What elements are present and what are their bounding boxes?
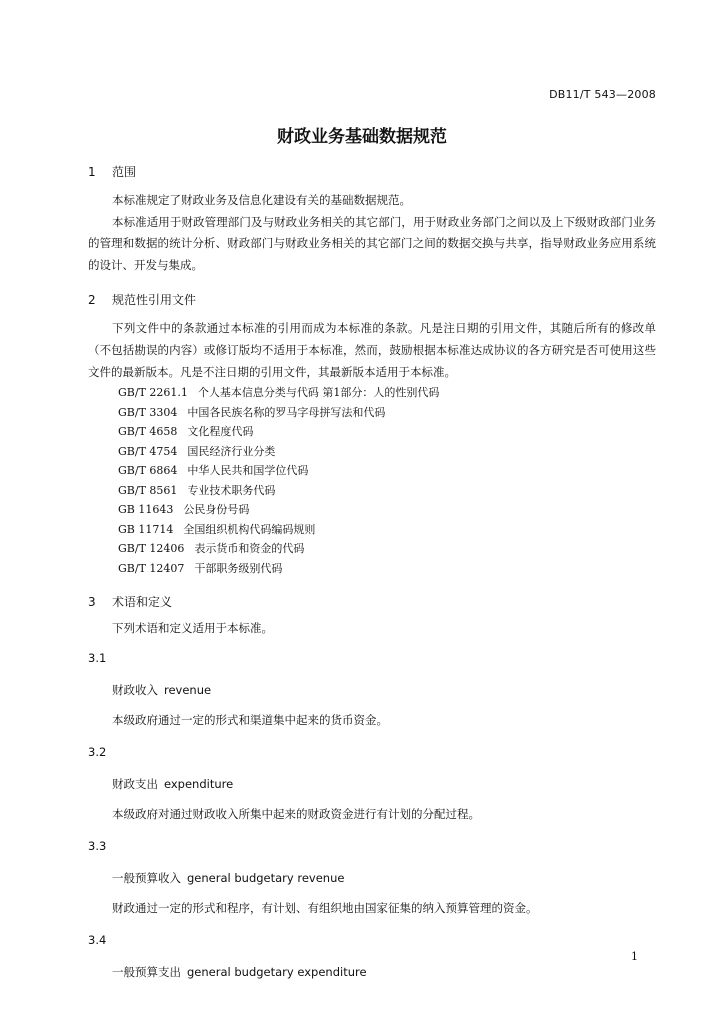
reference-item	[88, 539, 656, 559]
clause-number: 3.2	[88, 745, 107, 760]
term-entry	[88, 742, 656, 824]
reference-item	[88, 520, 656, 540]
reference-name: 干部职务级别代码	[194, 561, 283, 575]
reference-item	[88, 559, 656, 579]
terms-intro: 下列术语和定义适用于本标准。	[112, 621, 273, 636]
reference-name: 国民经济行业分类	[187, 444, 276, 458]
clause-number: 3.1	[88, 651, 107, 666]
reference-code: GB/T 3304	[118, 405, 178, 419]
term-definition: 本级政府对通过财政收入所集中起来的财政资金进行有计划的分配过程。	[112, 807, 480, 822]
section-title: 规范性引用文件	[112, 293, 197, 308]
term-zh: 财政支出	[112, 777, 158, 792]
section-heading-terms	[88, 592, 656, 612]
reference-item	[88, 481, 656, 501]
clause-number: 3.4	[88, 933, 107, 948]
term-definition: 本级政府通过一定的形式和渠道集中起来的货币资金。	[112, 713, 388, 728]
reference-name: 表示货币和资金的代码	[194, 542, 305, 556]
reference-code: GB/T 6864	[118, 464, 178, 478]
reference-name: 中国各民族名称的罗马字母拼写法和代码	[187, 405, 386, 419]
page-number: 1	[631, 950, 638, 963]
document-title: 财政业务基础数据规范	[277, 127, 447, 147]
term-en: revenue	[164, 683, 212, 698]
section-number: 3	[88, 595, 96, 610]
term-zh: 一般预算收入	[112, 871, 181, 886]
document-body	[88, 162, 656, 982]
term-entry	[88, 930, 656, 982]
term-definition: 财政通过一定的形式和程序，有计划、有组织地由国家征集的纳入预算管理的资金。	[112, 901, 538, 916]
reference-item	[88, 442, 656, 462]
term-entry	[88, 836, 656, 918]
reference-code: GB/T 4658	[118, 425, 178, 439]
section-number: 1	[88, 165, 96, 179]
section-heading-normative-references	[88, 290, 656, 310]
clause-number: 3.3	[88, 839, 107, 854]
reference-code: GB/T 4754	[118, 444, 178, 458]
reference-item	[88, 461, 656, 481]
reference-code: GB/T 2261.1	[118, 386, 188, 400]
reference-code: GB 11643	[118, 503, 174, 517]
reference-name: 个人基本信息分类与代码 第1部分：人的性别代码	[197, 386, 440, 400]
term-label	[88, 774, 656, 794]
reference-item	[88, 383, 656, 403]
term-entry	[88, 648, 656, 730]
reference-item	[88, 403, 656, 423]
section-heading-scope	[88, 162, 656, 182]
reference-list	[88, 383, 656, 578]
term-en: general budgetary expenditure	[187, 965, 367, 980]
term-en: expenditure	[164, 777, 234, 792]
term-label	[88, 962, 656, 982]
term-label	[88, 680, 656, 700]
paragraph: 本标准适用于财政管理部门及与财政业务相关的其它部门，用于财政业务部门之间以及上下级财政部门业务的管理和数据的统计分析、财政部门与财政业务相关的其它部门之间的数据交换与共享，指导财政业务应用系统的设计、开发与集成。	[88, 214, 656, 272]
reference-code: GB/T 8561	[118, 483, 178, 497]
reference-name: 全国组织机构代码编码规则	[183, 522, 316, 536]
term-label	[88, 868, 656, 888]
reference-code: GB/T 12407	[118, 561, 185, 575]
reference-item	[88, 422, 656, 442]
reference-item	[88, 500, 656, 520]
reference-name: 中华人民共和国学位代码	[187, 464, 309, 478]
section-number: 2	[88, 293, 96, 308]
reference-code: GB 11714	[118, 522, 174, 536]
paragraph: 下列文件中的条款通过本标准的引用而成为本标准的条款。凡是注日期的引用文件，其随后所有的修改单（不包括勘误的内容）或修订版均不适用于本标准，然而，鼓励根据本标准达成协议的各方研究是否可使用这些文件的最新版本。凡是不注日期的引用文件，其最新版本适用于本标准。	[88, 321, 656, 379]
section-title: 范围	[112, 165, 137, 179]
standard-code: DB11/T 543—2008	[549, 88, 656, 101]
section-title: 术语和定义	[112, 595, 173, 610]
reference-name: 公民身份号码	[183, 503, 250, 517]
reference-name: 专业技术职务代码	[187, 483, 276, 497]
term-en: general budgetary revenue	[187, 871, 345, 886]
paragraph: 本标准规定了财政业务及信息化建设有关的基础数据规范。	[112, 193, 411, 207]
reference-code: GB/T 12406	[118, 542, 185, 556]
term-zh: 财政收入	[112, 683, 158, 698]
term-zh: 一般预算支出	[112, 965, 181, 980]
reference-name: 文化程度代码	[187, 425, 254, 439]
